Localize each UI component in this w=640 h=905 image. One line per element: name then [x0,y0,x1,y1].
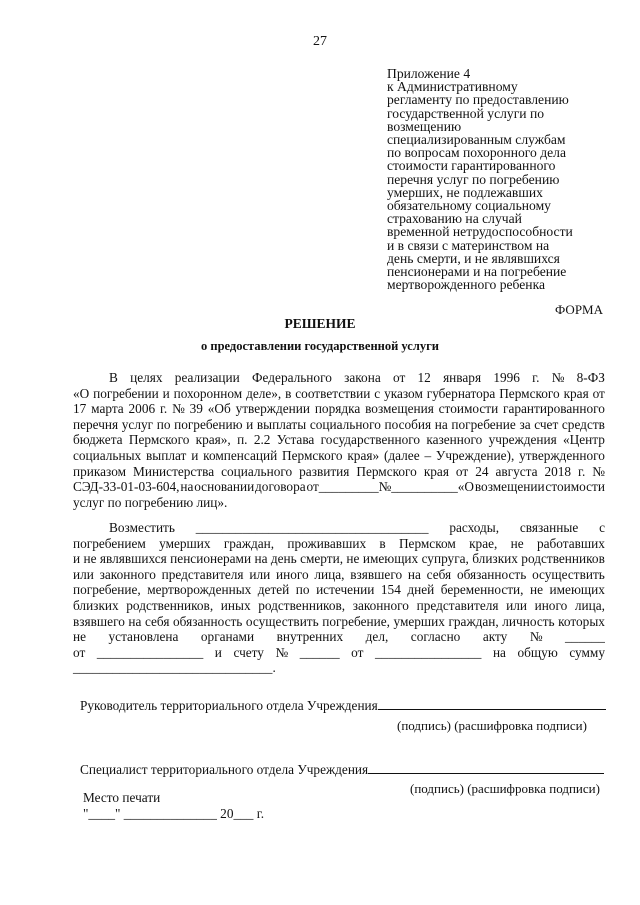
paragraph-line: бюджета Пермского края», п. 2.2 Устава государственного казенного учреждения «Центр [73,432,605,448]
document-title: РЕШЕНИЕ [284,316,356,331]
paragraph-reimbursement [73,520,605,676]
specialist-signature-line [368,761,604,774]
paragraph-line: близких родственников, иных родственников, законного представителя или иного лица, [73,597,605,613]
annex-line: умерших, не подлежавших [387,184,543,200]
head-signature-label: Руководитель территориального отдела Учреждения [80,698,378,713]
paragraph-line: СЭД-33-01-03-604, на основании договора от_________№__________«О возмещении стоимости [73,479,605,495]
annex-line: день смерти, и не являвшихся [387,250,560,266]
paragraph-line: приказом Министерства социального развития Пермского края от 24 августа 2018 г. № [73,463,605,479]
form-label: ФОРМА [555,302,603,317]
paragraph-line: услуг по погребению лиц». [73,494,228,510]
annex-line: пенсионерами и на погребение [387,264,567,280]
stamp-label: Место печати [83,790,161,805]
date-line: "____" ______________ 20___ г. [83,806,265,821]
page-number: 27 [313,34,327,49]
paragraph-line: социальных выплат и компенсаций Пермского края» (далее – Учреждение), утвержденного [73,447,605,463]
paragraph-line: и не являвшихся пенсионерами на день смерти, не имеющих супруга, близких родственников [73,551,605,567]
paragraph-line: ______________________________. [73,660,276,676]
paragraph-line: «О погребении и похоронном деле», в соответствии с указом губернатора Пермского края от [73,385,605,401]
annex-line: временной нетрудоспособности [387,224,573,240]
annex-line: стоимости гарантированного [387,158,556,174]
annex-line: и в связи с материнством на [387,237,550,253]
paragraph-legal-basis [73,370,605,510]
annex-line: специализированным службам [387,132,566,148]
annex-line: по вопросам похоронного дела [387,145,566,161]
annex-header [387,67,612,291]
paragraph-line: 17 марта 2006 г. № 39 «Об утверждении порядка возмещения стоимости гарантированного [73,401,605,417]
annex-line: регламенту по предоставлению [387,92,569,108]
annex-line: возмещению [387,118,462,134]
paragraph-line: Возместить ___________________________________ расходы, связанные с [109,520,605,535]
head-signature-caption: (подпись) (расшифровка подписи) [397,718,587,733]
paragraph-line: перечня услуг по погребению и выплаты социального пособия на погребение за счет средств [73,416,605,432]
annex-line: государственной услуги по [387,105,545,121]
annex-line: страхованию на случай [387,211,522,227]
annex-line: мертворожденного ребенка [387,277,546,293]
paragraph-line: погребение, мертворожденных детей по истечении 154 дней беременности, не имеющих [73,582,605,598]
head-signature-line [378,697,606,710]
annex-line: обязательному социальному [387,198,551,214]
paragraph-line: взявшего на себя обязанность осуществить погребение, умерших граждан, личность которых [73,613,605,629]
specialist-signature-row [80,761,604,778]
paragraph-line: В целях реализации Федерального закона от 12 января 1996 г. № 8-ФЗ [109,370,605,385]
annex-line: Приложение 4 [387,66,471,81]
paragraph-line: не установлена органами внутренних дел, согласно акту № ______ [73,629,605,645]
annex-line: к Административному [387,79,518,95]
specialist-signature-caption: (подпись) (расшифровка подписи) [410,781,600,796]
document-subtitle: о предоставлении государственной услуги [201,339,439,353]
paragraph-line: погребением умерших граждан, проживавших в Пермском крае, не работавших [73,535,605,551]
head-signature-row [80,697,606,714]
paragraph-line: или законного представителя или иного лица, взявшего на себя обязанность осуществить [73,566,605,582]
specialist-signature-label: Специалист территориального отдела Учреждения [80,762,369,777]
paragraph-line: от ________________ и счету № ______ от ________________ на общую сумму [73,644,605,660]
annex-line: перечня услуг по погребению [387,171,560,187]
